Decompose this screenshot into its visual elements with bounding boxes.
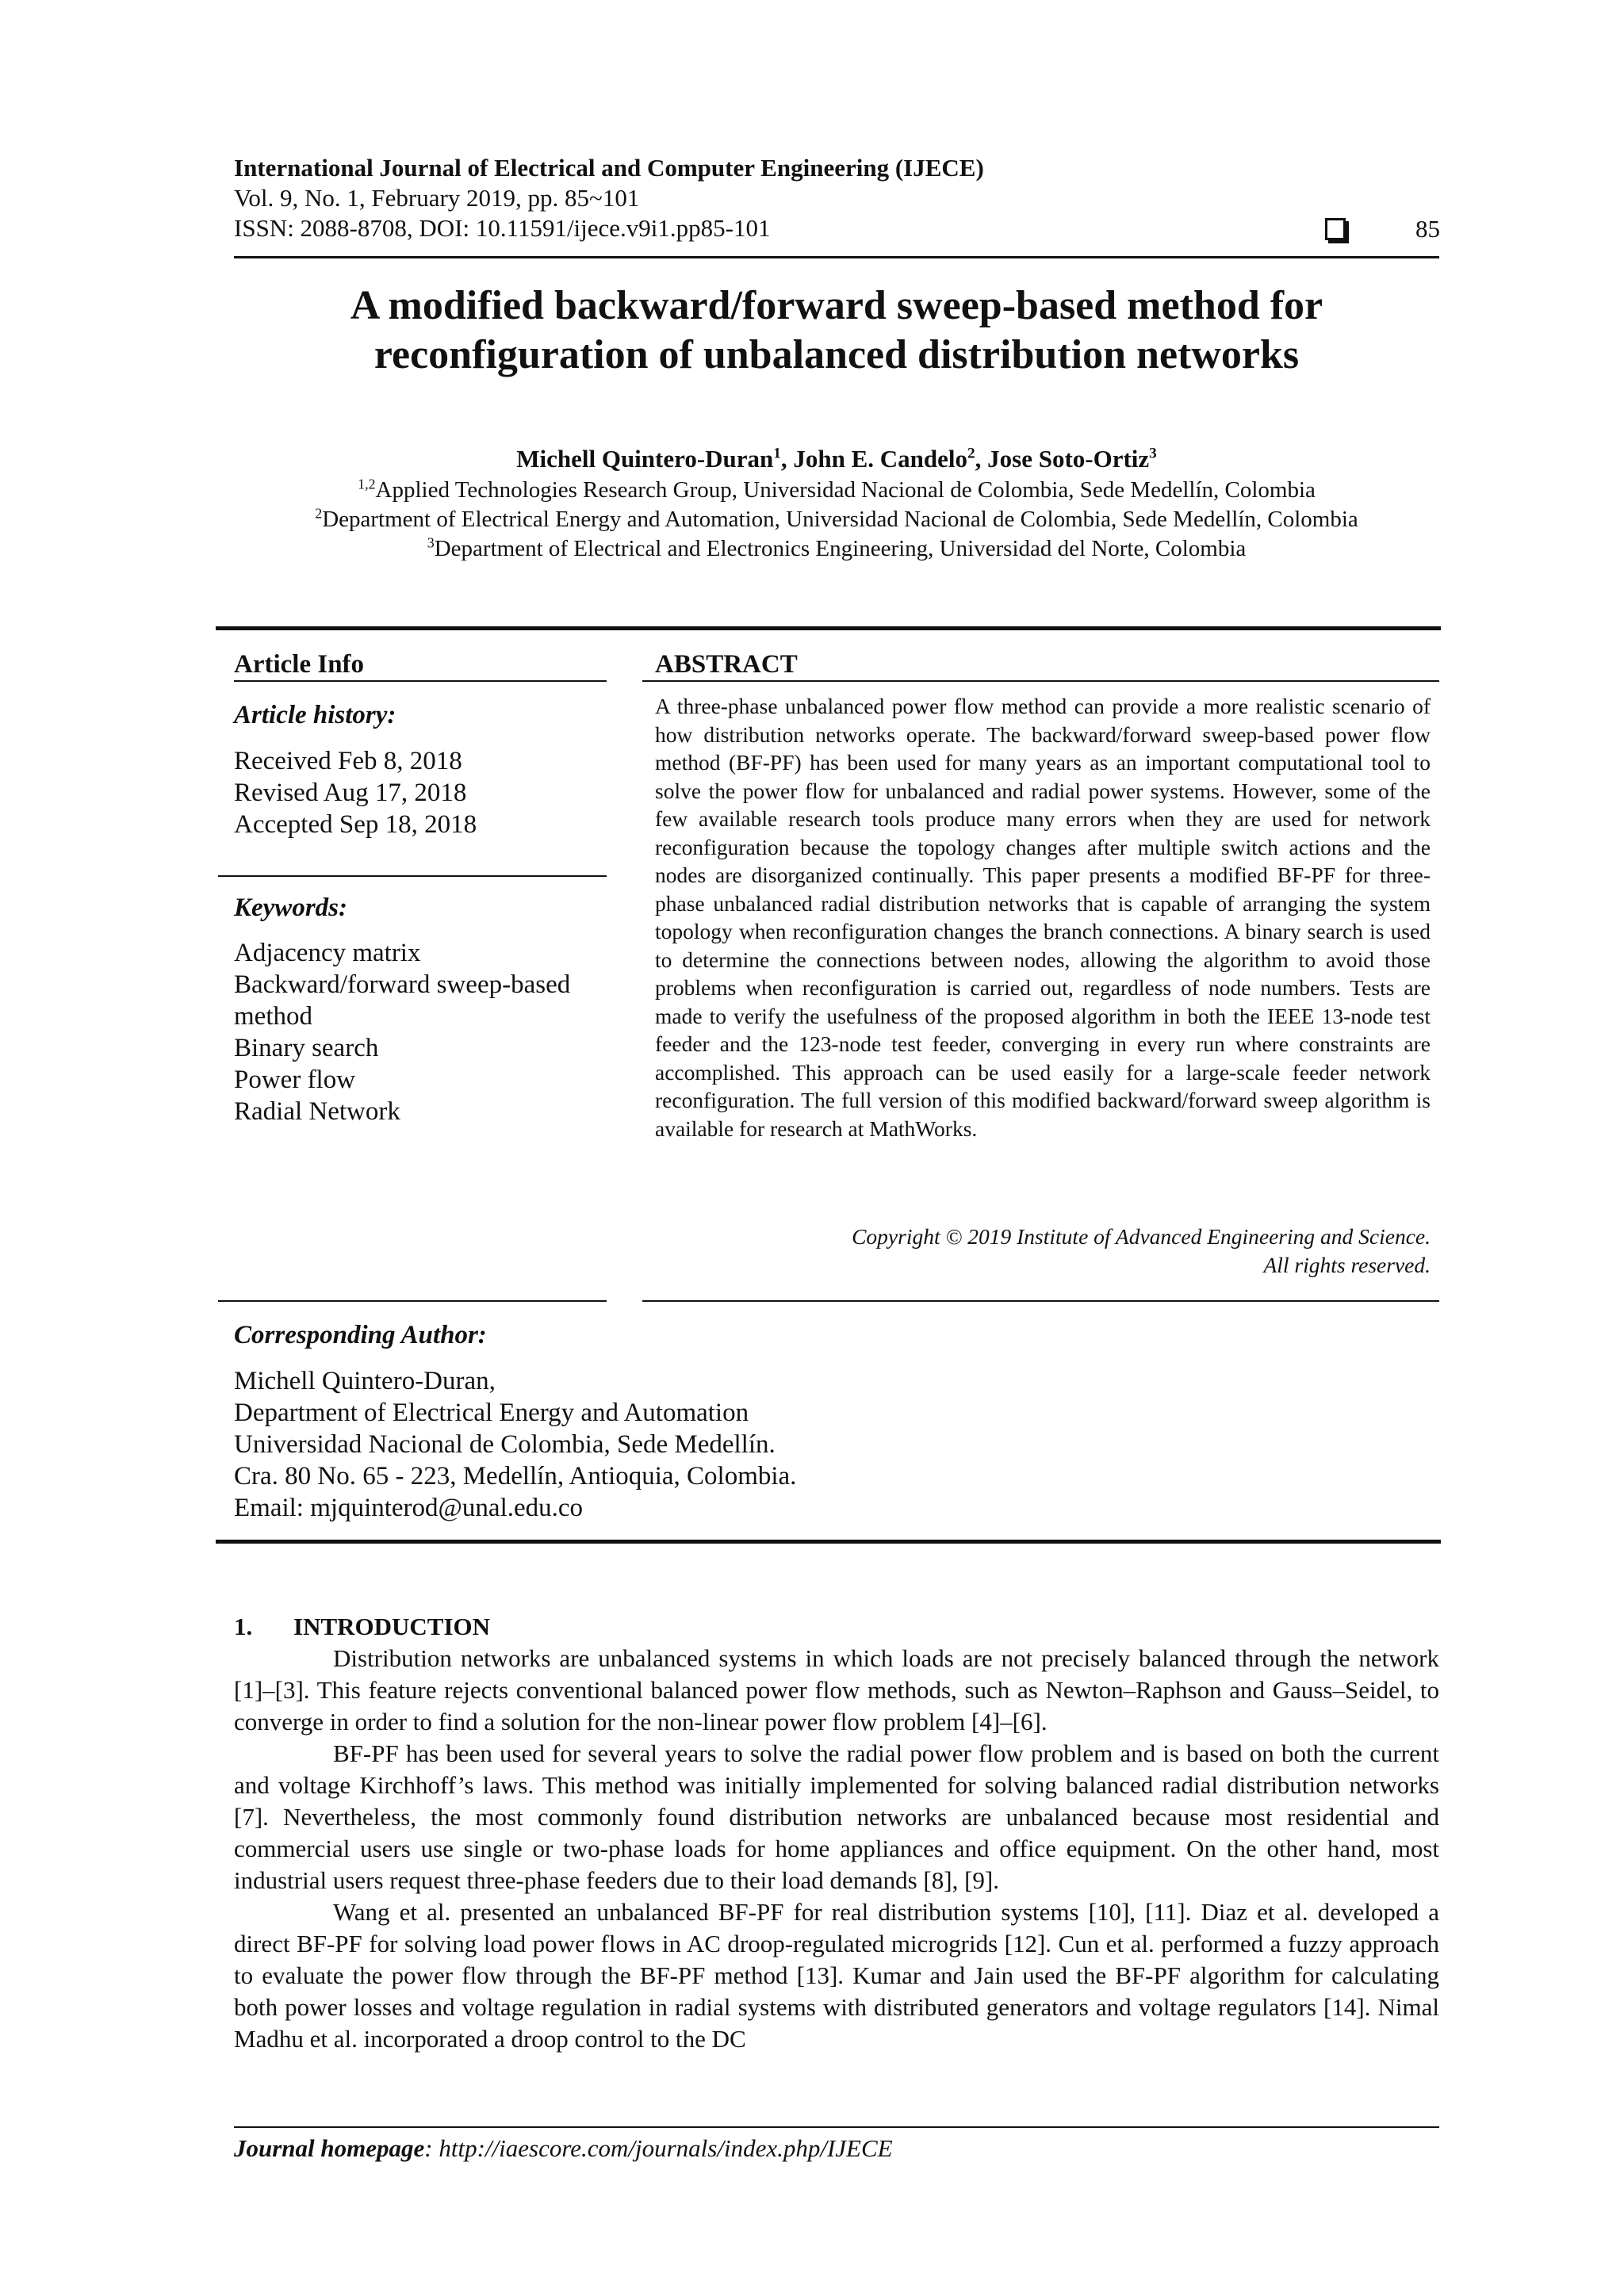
keyword-item: Backward/forward sweep-based xyxy=(234,970,571,999)
affiliation-3-sup: 3 xyxy=(427,534,435,551)
author-3: Jose Soto-Ortiz xyxy=(987,445,1150,473)
header-rule xyxy=(234,256,1439,258)
affiliation-1-sup: 1,2 xyxy=(358,476,376,492)
revised-date: Revised Aug 17, 2018 xyxy=(234,779,467,807)
corresponding-line: Michell Quintero-Duran, xyxy=(234,1367,496,1395)
info-top-rule xyxy=(216,626,1441,630)
keyword-item: Radial Network xyxy=(234,1097,400,1126)
corresponding-line: Cra. 80 No. 65 - 223, Medellín, Antioquia, Colombia. xyxy=(234,1462,797,1490)
header-right xyxy=(1325,214,1440,244)
page-number: 85 xyxy=(1415,215,1440,243)
issn-line: ISSN: 2088-8708, DOI: 10.11591/ijece.v9i1.pp85-101 xyxy=(234,214,771,242)
abstract-bottom-rule xyxy=(642,1300,1439,1302)
paragraph: Wang et al. presented an unbalanced BF-PF for real distribution systems [10], [11]. Diaz et al. developed a direct BF-PF for solving load power flows in AC droop-regulated microgrids [12]. Cun et al. performed a fuzzy approach to evaluate the power flow through the BF-PF method [13]. Kumar and Jain used the BF-PF algorithm for calculating both power losses and voltage regulation in radial systems with distributed generators and voltage regulators [14]. Nimal Madhu et al. incorporated a droop control to the DC xyxy=(234,1898,1439,2053)
affiliation-2-text: Department of Electrical Energy and Automation, Universidad Nacional de Colombia, Sede Medellín, Colombia xyxy=(322,507,1358,532)
history-divider xyxy=(218,875,607,877)
abstract-text: A three-phase unbalanced power flow method can provide a more realistic scenario of how distribution networks operate. The backward/forward sweep-based power flow method (BF-PF) has been used for many years as an important computational tool to solve the power flow for unbalanced and radial power systems. However, some of the few available research tools produce many errors when they are used for network reconfiguration because the topology changes after multiple switch actions and the nodes are disorganized continually. This paper presents a modified BF-PF for three-phase unbalanced radial distribution networks that is capable of arranging the system topology when reconfiguration changes the branch connections. A binary search is used to determine the connections between nodes, allowing the algorithm to avoid those problems when reconfiguration is carried out, regardless of node numbers. Tests are made to verify the usefulness of the proposed algorithm in both the IEEE 13-node test feeder and the 123-node test feeder, converging in every run where constraints are accomplished. This approach can be used easily for a large-scale feeder network reconfiguration. The full version of this modified backward/forward sweep algorithm is available for research at MathWorks. xyxy=(655,694,1431,1141)
volume-line: Vol. 9, No. 1, February 2019, pp. 85~101 xyxy=(234,184,640,212)
keyword-item: method xyxy=(234,1002,312,1031)
keyword-item: Adjacency matrix xyxy=(234,939,421,967)
paper-title xyxy=(234,281,1439,380)
article-info-underline xyxy=(234,680,607,682)
paragraph: Distribution networks are unbalanced systems in which loads are not precisely balanced through the network [1]–[3]. This feature rejects conventional balanced power flow methods, such as Newton–Raphson and Gauss–Seidel, to converge in order to find a solution for the non-linear power flow problem [4]–[6]. xyxy=(234,1644,1439,1735)
abstract-underline xyxy=(642,680,1439,682)
abstract-heading: ABSTRACT xyxy=(655,650,798,679)
journal-header xyxy=(234,153,1439,243)
author-sep-1: , xyxy=(780,445,794,473)
affiliation-2-sup: 2 xyxy=(315,505,323,522)
received-date: Received Feb 8, 2018 xyxy=(234,747,462,775)
info-bottom-rule xyxy=(216,1540,1441,1544)
copyright-line-2: All rights reserved. xyxy=(1263,1252,1431,1277)
section-number: 1. xyxy=(234,1613,253,1640)
keywords-divider xyxy=(218,1300,607,1302)
author-sep-2: , xyxy=(975,445,988,473)
corresponding-heading: Corresponding Author: xyxy=(234,1321,487,1349)
article-info-heading: Article Info xyxy=(234,650,365,679)
affiliation-1-text: Applied Technologies Research Group, Universidad Nacional de Colombia, Sede Medellín, Colombia xyxy=(375,477,1316,503)
copyright-line-1: Copyright © 2019 Institute of Advanced Engineering and Science. xyxy=(852,1224,1431,1249)
section-title: INTRODUCTION xyxy=(293,1613,491,1640)
corresponding-line: Department of Electrical Energy and Automation xyxy=(234,1399,749,1427)
title-line-1: A modified backward/forward sweep-based method for xyxy=(350,283,1323,328)
keywords-heading: Keywords: xyxy=(234,894,347,922)
checkbox-icon xyxy=(1325,218,1346,240)
affiliation-3 xyxy=(234,534,1439,564)
corresponding-line: Universidad Nacional de Colombia, Sede Medellín. xyxy=(234,1430,776,1459)
keyword-item: Binary search xyxy=(234,1034,379,1062)
paragraph: BF-PF has been used for several years to solve the radial power flow problem and is based on both the current and voltage Kirchhoff’s laws. This method was initially implemented for solving balanced radial distribution networks [7]. Nevertheless, the most commonly found distribution networks are unbalanced because most residential and commercial users use single or two-phase loads for home appliances and office equipment. On the other hand, most industrial users request three-phase feeders due to their load demands [8], [9]. xyxy=(234,1739,1439,1894)
homepage-url[interactable]: : http://iaescore.com/journals/index.php/IJECE xyxy=(424,2134,893,2162)
copyright-notice xyxy=(655,1223,1431,1279)
title-line-2: reconfiguration of unbalanced distribution networks xyxy=(373,332,1300,377)
author-2-sup: 2 xyxy=(967,445,975,462)
affiliation-3-text: Department of Electrical and Electronics Engineering, Universidad del Norte, Colombia xyxy=(434,536,1247,561)
corresponding-email: Email: mjquinterod@unal.edu.co xyxy=(234,1494,584,1522)
introduction-section xyxy=(234,1611,1439,2055)
footer-rule xyxy=(234,2126,1439,2128)
journal-homepage xyxy=(234,2133,893,2164)
homepage-label: Journal homepage xyxy=(234,2134,425,2162)
author-1: Michell Quintero-Duran xyxy=(516,445,774,473)
article-history-heading: Article history: xyxy=(234,701,396,729)
affiliation-1 xyxy=(234,476,1439,505)
author-3-sup: 3 xyxy=(1149,445,1157,462)
accepted-date: Accepted Sep 18, 2018 xyxy=(234,810,477,839)
author-list xyxy=(234,444,1439,474)
author-2: John E. Candelo xyxy=(793,445,968,473)
affiliation-2 xyxy=(234,505,1439,534)
section-heading xyxy=(234,1611,1439,1643)
author-1-sup: 1 xyxy=(773,445,781,462)
keyword-item: Power flow xyxy=(234,1066,356,1094)
journal-name: International Journal of Electrical and Computer Engineering (IJECE) xyxy=(234,154,984,182)
